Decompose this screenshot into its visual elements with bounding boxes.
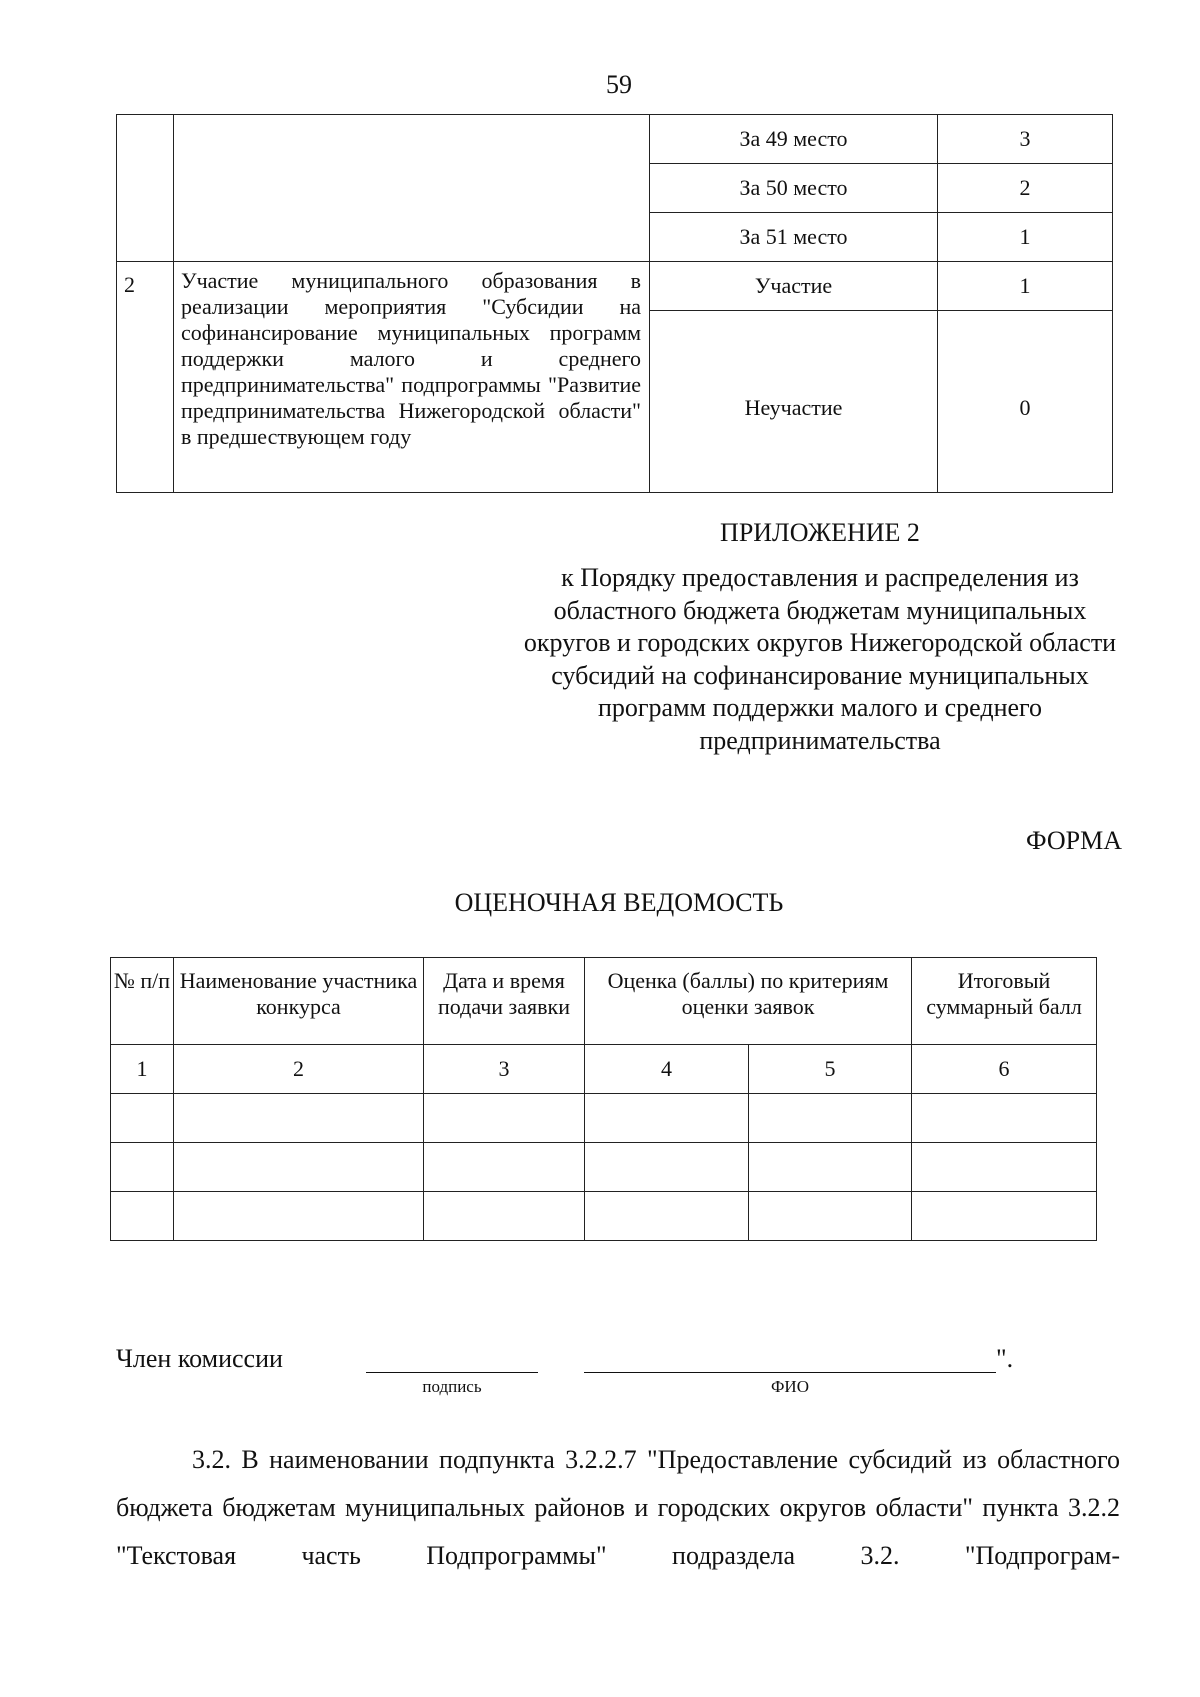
empty-cell xyxy=(585,1143,749,1192)
column-number: 3 xyxy=(424,1045,585,1094)
empty-cell xyxy=(912,1143,1097,1192)
criterion-description: Участие муниципального образования в реализации мероприятия "Субсидии на софинансирование муниципальных программ поддержки малого и среднего предпринимательства" подпрограммы "Развитие предпринимательства Нижегородской области" в предшествующем году xyxy=(174,262,650,493)
criterion-cell-empty xyxy=(174,115,650,262)
body-paragraph: 3.2. В наименовании подпункта 3.2.2.7 "Предоставление субсидий из областного бюджета бюджетам муниципальных районов и городских округов области" пункта 3.2.2 "Текстовая часть Подпрограммы" подраздела 3.2. "Подпрограм- xyxy=(116,1445,1120,1570)
empty-cell xyxy=(111,1143,174,1192)
empty-cell xyxy=(111,1094,174,1143)
empty-cell xyxy=(111,1192,174,1241)
signature-caption: подпись xyxy=(422,1377,482,1396)
place-cell: За 51 место xyxy=(650,213,938,262)
empty-table-row xyxy=(111,1094,1097,1143)
empty-cell xyxy=(585,1094,749,1143)
column-number: 6 xyxy=(912,1045,1097,1094)
empty-cell xyxy=(749,1192,912,1241)
empty-cell xyxy=(174,1094,424,1143)
option-score-cell: 0 xyxy=(938,311,1113,493)
column-number: 2 xyxy=(174,1045,424,1094)
name-caption: ФИО xyxy=(771,1377,809,1396)
empty-cell xyxy=(174,1192,424,1241)
empty-cell xyxy=(912,1192,1097,1241)
form-label: ФОРМА xyxy=(1026,826,1122,855)
column-number-row xyxy=(111,1045,1097,1094)
evaluation-table xyxy=(110,957,1097,1241)
header-participant: Наименование участника конкурса xyxy=(174,958,424,1045)
column-number: 4 xyxy=(585,1045,749,1094)
page-number: 59 xyxy=(606,70,632,99)
criterion-number: 2 xyxy=(117,262,174,493)
option-score-cell: 1 xyxy=(938,262,1113,311)
option-cell: Участие xyxy=(650,262,938,311)
score-cell: 2 xyxy=(938,164,1113,213)
header-total: Итоговый суммарный балл xyxy=(912,958,1097,1045)
place-cell: За 49 место xyxy=(650,115,938,164)
score-cell: 1 xyxy=(938,213,1113,262)
empty-cell xyxy=(424,1143,585,1192)
empty-cell xyxy=(424,1094,585,1143)
option-cell: Неучастие xyxy=(650,311,938,493)
empty-table-row xyxy=(111,1192,1097,1241)
header-criteria: Оценка (баллы) по критериям оценки заявок xyxy=(585,958,912,1045)
table-row xyxy=(117,262,1113,311)
criteria-table xyxy=(116,114,1113,493)
empty-table-row xyxy=(111,1143,1097,1192)
appendix-title: ПРИЛОЖЕНИЕ 2 xyxy=(720,518,920,547)
empty-cell xyxy=(749,1143,912,1192)
signature-label: Член комиссии xyxy=(116,1344,283,1373)
empty-cell xyxy=(912,1094,1097,1143)
empty-cell xyxy=(424,1192,585,1241)
document-heading: ОЦЕНОЧНАЯ ВЕДОМОСТЬ xyxy=(454,888,784,917)
empty-cell xyxy=(585,1192,749,1241)
empty-cell xyxy=(749,1094,912,1143)
table-row xyxy=(117,115,1113,164)
name-line xyxy=(584,1372,996,1373)
empty-cell xyxy=(174,1143,424,1192)
score-cell: 3 xyxy=(938,115,1113,164)
column-number: 5 xyxy=(749,1045,912,1094)
signature-line xyxy=(366,1372,538,1373)
place-cell: За 50 место xyxy=(650,164,938,213)
header-num: № п/п xyxy=(111,958,174,1045)
header-date: Дата и время подачи заявки xyxy=(424,958,585,1045)
closing-quote: ". xyxy=(996,1344,1014,1373)
table-header-row xyxy=(111,958,1097,1045)
num-cell-empty xyxy=(117,115,174,262)
appendix-text: к Порядку предоставления и распределения из областного бюджета бюджетам муниципальных округов и городских округов Нижегородской области субсидий на софинансирование муниципальных программ поддержки малого и среднего предпринимательства xyxy=(523,563,1117,755)
column-number: 1 xyxy=(111,1045,174,1094)
